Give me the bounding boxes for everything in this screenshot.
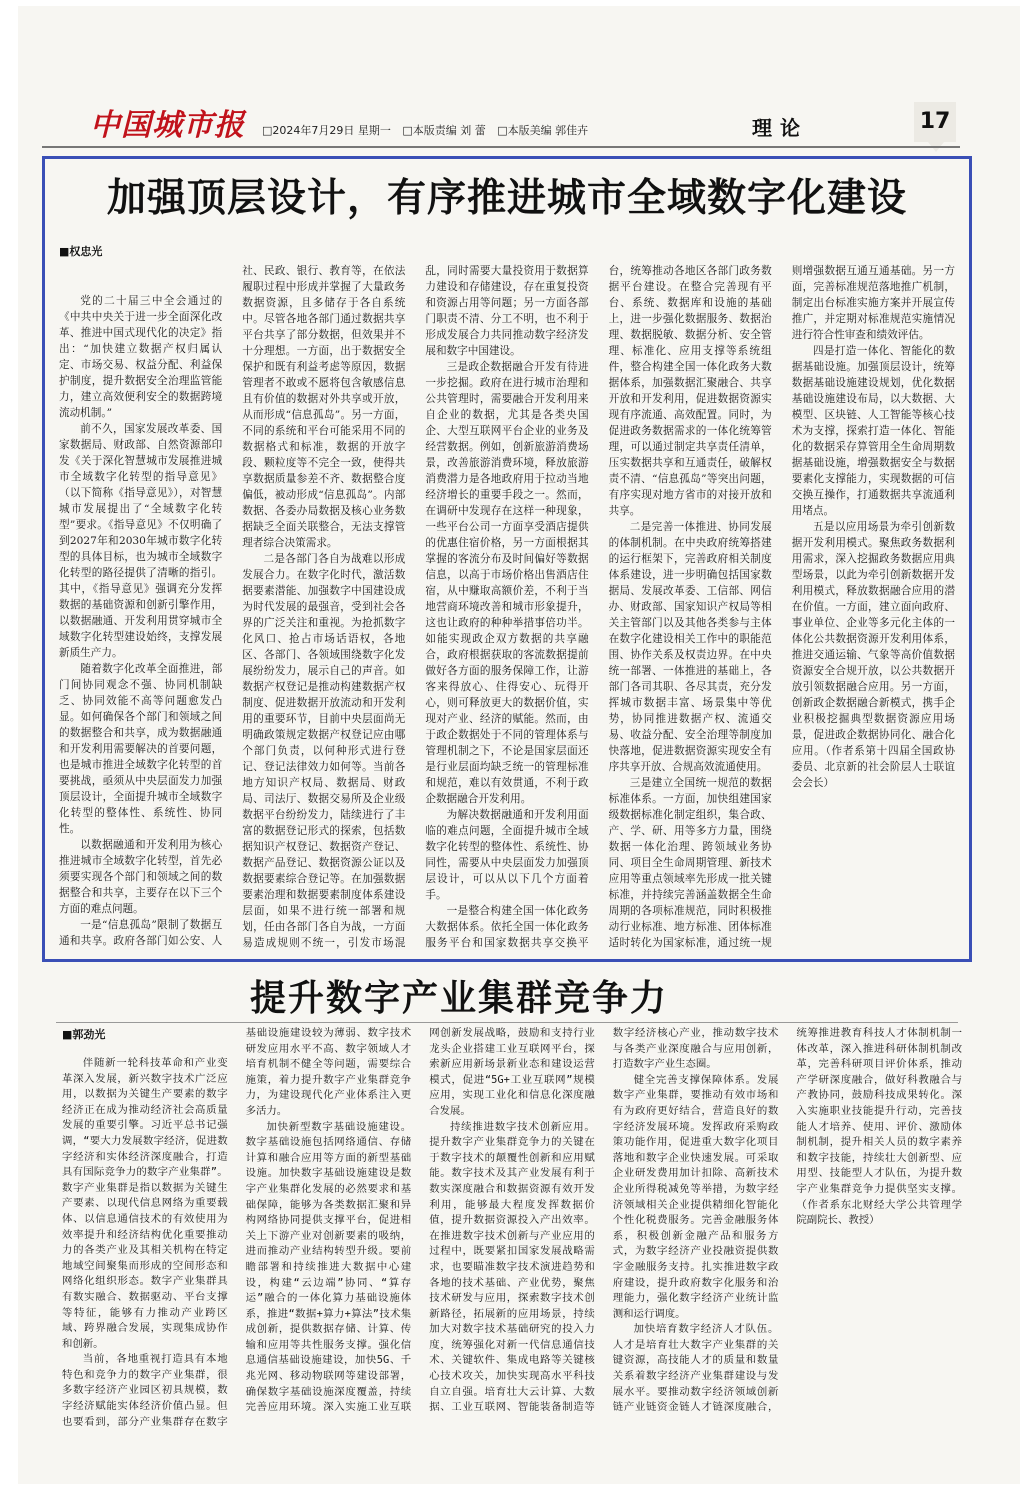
section-name: 理论 (752, 116, 808, 140)
article-2-paragraph: 健全完善支撑保障体系。发展数字产业集群，要推动有效市场和有为政府更好结合，营造良好的数字经济发展环境。发挥政府采购政策功能作用，促进重大数字化项目落地和数字企业快速发展。可采取企业研发费用加计扣除、高新技术企业所得税减免等举措，为数字经济领域相关企业提供精细化智能化个性化税费服务。完善金融服务体系，积极创新金融产品和服务方式，为数字经济产业投融资提供数字金融服务支持。扎实推进数字政府建设，提升政府数字化服务和治理能力，强化数字经济产业统计监测和运行调度。 (612, 1073, 779, 1320)
article-1-byline: ■权忠光 (59, 245, 103, 258)
article-box-1 (42, 156, 972, 962)
article-1-body (59, 263, 955, 953)
page-designer: □本版美编 郭佳卉 (497, 124, 589, 137)
page-editor: □本版责编 刘 蕾 (402, 124, 486, 137)
article-1-paragraph: 前不久，国家发展改革委、国家数据局、财政部、自然资源部印发《关于深化智慧城市发展推进城市全域数字化转型的指导意见》（以下简称《指导意见》），对智慧城市发展提出了“全域数字化转型”要求。《指导意见》不仅明确了到2027年和2030年城市数字化转型的具体目标，也为城市全域数字化转型的路径提供了清晰的指引。其中，《指导意见》强调充分发挥数据的基础资源和创新引擎作用，以数据融通、开发利用贯穿城市全域数字化转型建设始终，支撑发展新质生产力。 (59, 423, 223, 659)
article-1-paragraph: 二是各部门各自为战难以形成发展合力。在数字化时代，激活数据要素潜能、加强数字中国建设成为时代发展的最强音，受到社会各界的广泛关注和重视。为抢抓数字化风口、抢占市场话语权，各地区、各部门、各领域围绕数字化发展纷纷发力，展示自己的声音。如数据产权登记是推动构建数据产权制度、促进数据开放流动和开发利用的重要环节，目前中央层面尚无明确政策规定数据产权登记应由哪个部门负责，以何种形式进行登记、登记法律效力如何等。当前各地方知识产权局、数据局、财政局、司法厅、数据交易所及企业级数据平台纷纷发力，陆续进行了丰富的数据登记形式的探索，包括数据知识产权登记、数据资产登记、数据产品登记、数据资源公证以及数据要素综合登记等。在加强数据要素治理和数据要素制度体系建设层面，如果不进行统一部署和规划，任由各部门各自为战，一方面易造成规则不统一，引发市场混乱，同时需要大量投资用于数据算力建设和存储建设，存在重复投资和资源占用等问题；另一方面各部门职责不清、分工不明，也不利于形成发展合力共同推动数字经济发展和数字中国建设。 (242, 265, 589, 949)
page-number: 17 (914, 102, 956, 142)
article-1-headline: 加强顶层设计，有序推进城市全域数字化建设 (106, 175, 907, 221)
article-2-paragraph: 加快培育数字经济人才队伍。人才是培育壮大数字产业集群的关键资源，高技能人才的质量和数量关系着数字经济产业集群建设与发展水平。要推动数字经济领域创新链产业链资金链人才链深度融合，统筹推进教育科技人才体制机制一体改革，深入推进科研体制机制改革，完善科研项目评价体系，推动产学研深度融合，做好科教融合与产教协同，鼓励科技成果转化。深入实施职业技能提升行动，完善技能人才培养、使用、评价、激励体制机制，提升相关人员的数字素养和数字技能，持续壮大创新型、应用型、技能型人才队伍，为提升数字产业集群竞争力提供坚实支撑。（作者系东北财经大学公共管理学院副院长、教授） (612, 1027, 962, 1414)
article-2-paragraph: 当前，各地重视打造具有本地特色和竞争力的数字产业集群，很多数字经济产业园区初具规模，数字经济赋能实体经济价值凸显。但也要看到，部分产业集群存在数字基础设施建设较为薄弱、数字技术研发应用水平不高、数字领域人才培育机制不健全等问题，需要综合施策，着力提升数字产业集群竞争力，为建设现代化产业体系注入更多活力。 (62, 1027, 412, 1428)
masthead-rule (42, 146, 960, 148)
masthead (62, 96, 962, 146)
article-2-paragraph: 持续推进数字技术创新应用。提升数字产业集群竞争力的关键在于数字技术的颠覆性创新和应用赋能。数字技术及其产业发展有利于数实深度融合和数据资源有效开发利用，能够最大程度发挥数据价值，提升数据资源投入产出效率。在推进数字技术创新与产业应用的过程中，既要紧扣国家发展战略需求，也要瞄准数字技术演进趋势和各地的技术基础、产业优势，聚焦技术研发与应用，探索数字技术创新路径，拓展新的应用场景，持续加大对数字技术基础研究的投入力度，统筹强化对新一代信息通信技术、关键软件、集成电路等关键核心技术攻关，加快实现高水平科技自立自强。培育壮大云计算、大数据、工业互联网、智能装备制造等数字经济核心产业，推动数字技术与各类产业深度融合与应用创新，打造数字产业生态圈。 (429, 1027, 779, 1414)
issue-info (262, 122, 596, 138)
article-1-paragraph: 五是以应用场景为牵引创新数据开发利用模式。聚焦政务数据利用需求，深入挖掘政务数据应用典型场景，以此为牵引创新数据开发利用模式，释放数据融合应用的潜在价值。一方面，建立面向政府、事业单位、企业等多元化主体的一体化公共数据资源开发利用体系，推进交通运输、气象等高价值数据资源安全合规开放，以公共数据开放引领数据融合应用。另一方面，创新政企数据融合新模式，携手企业积极挖掘典型数据资源应用场景，促进政企数据协同化、融合化应用。（作者系第十四届全国政协委员、北京新的社会阶层人士联谊会会长） (791, 521, 955, 789)
article-2-paragraph: 加快新型数字基础设施建设。数字基础设施包括网络通信、存储计算和融合应用等方面的新型基础设施。加快数字基础设施建设是数字产业集群化发展的必然要求和基础保障，能够为各类数据汇聚和异构网络协同提供支撑平台，促进相关上下游产业对创新要素的吸纳，进而推动产业结构转型升级。要前瞻部署和持续推进大数据中心建设，构建“云边端”协同、“算存运”融合的一体化算力基础设施体系，推进“数据+算力+算法”技术集成创新，提供数据存储、计算、传输和应用等共性服务支撑。强化信息通信基础设施建设，加快5G、千兆光网、移动物联网等建设部署，确保数字基础设施深度覆盖，持续完善应用环境。深入实施工业互联网创新发展战略，鼓励和支持行业龙头企业搭建工业互联网平台，探索新应用新场景新业态和建设运营模式，促进“5G+工业互联网”规模应用，实现工业化和信息化深度融合发展。 (245, 1027, 595, 1414)
article-1-paragraph: 一是整合构建全国一体化政务大数据体系。依托全国一体化政务服务平台和国家数据共享交换平台，统筹推动各地区各部门政务数据平台建设。在整合完善现有平台、系统、数据库和设施的基础上，进一步强化数据服务、数据治理、数据脱敏、数据分析、安全管理、标准化、应用支撑等系统组件，整合构建全国一体化政务大数据体系，加强数据汇聚融合、共享开放和开发利用，促进数据资源实现有序流通、高效配置。同时，为促进政务数据需求的一体化统筹管理，可以通过制定共享责任清单，压实数据共享和互通责任，破解权责不清、“信息孤岛”等突出问题，有序实现对地方省市的对接开放和共享。 (425, 265, 772, 949)
article-1-paragraph: 三是政企数据融合开发有待进一步挖掘。政府在进行城市治理和公共管理时，需要融合开发利用来自企业的数据，尤其是各类央国企、大型互联网平台企业的业务及经营数据。例如，创新旅游消费场景，改善旅游消费环境，释放旅游消费潜力是各地政府用于拉动当地经济增长的重要手段之一。然而，在调研中发现存在这样一种现象，一些平台公司一方面享受酒店提供的优惠住宿价格，另一方面根据其掌握的客流分布及时间偏好等数据信息，以高于市场价格出售酒店住宿，从中赚取高额价差，不利于当地营商环境改善和城市形象提升，这也让政府的种种举措事倍功半。如能实现政企双方数据的共享融合，政府根据获取的客流数据提前做好各方面的服务保障工作，让游客来得放心、住得安心、玩得开心，则可释放更大的数据价值，实现对产业、经济的赋能。然而，由于政企数据处于不同的管理体系与管理机制之下，不论是国家层面还是行业层面均缺乏统一的管理标准和规范，难以有效贯通，不利于政企数据融合开发利用。 (425, 361, 589, 805)
article-2-byline: ■郭劲光 (62, 1028, 106, 1041)
article-2-body (62, 1026, 962, 1431)
newspaper-logo: 中国城市报 (90, 108, 245, 143)
issue-date: □2024年7月29日 星期一 (262, 124, 391, 137)
article-1-paragraph: 随着数字化改革全面推进，部门间协同观念不强、协同机制缺乏、协同效能不高等问题愈发凸显。如何确保各个部门和领域之间的数据整合和共享，成为数据融通和开发利用需要解决的首要问题，也是城市推进全域数字化转型的首要挑战，亟须从中央层面发力加强顶层设计，全面提升城市全域数字化转型的整体性、系统性、协同性。 (59, 663, 223, 835)
article-2-paragraph: 伴随新一轮科技革命和产业变革深入发展，新兴数字技术广泛应用，以数据为关键生产要素的数字经济正在成为推动经济社会高质量发展的重要引擎。习近平总书记强调，“要大力发展数字经济，促进数字经济和实体经济深度融合，打造具有国际竞争力的数字产业集群”。数字产业集群是指以数据为关键生产要素、以现代信息网络为重要载体、以信息通信技术的有效使用为效率提升和经济结构优化重要推动力的各类产业及其相关机构在特定地域空间聚集而形成的空间形态和网络化组织形态。数字产业集群具有数实融合、数据驱动、平台支撑等特征，能够有力推动产业跨区域、跨界融合发展，实现集成协作和创新。 (62, 1057, 228, 1350)
article-1-paragraph: 二是完善一体推进、协同发展的体制机制。在中央政府统筹搭建的运行框架下，完善政府相关制度体系建设，进一步明确包括国家数据局、发展改革委、工信部、网信办、财政部、国家知识产权局等相关主管部门以及其他各类参与主体在数字化建设相关工作中的职能范围、协作关系及权责边界。在中央统一部署、一体推进的基础上，各部门各司其职、各尽其责，充分发挥城市数据丰富、场景集中等优势，协同推进数据产权、流通交易、收益分配、安全治理等制度加快落地，促进数据资源实现安全有序共享开放、合规高效流通使用。 (608, 521, 772, 773)
article-1-paragraph: 以数据融通和开发利用为核心推进城市全域数字化转型，首先必须要实现各个部门和领域之间的数据整合和共享，主要存在以下三个方面的难点问题。 (59, 839, 223, 915)
article-2-rule (56, 1022, 958, 1023)
article-1-paragraph: 三是建立全国统一规范的数据标准体系。一方面，加快组建国家级数据标准化制定组织，集合政、产、学、研、用等多方力量，围绕数据一体化治理、跨领域业务协同、项目全生命周期管理、新技术应用等重点领域率先形成一批关键标准，并持续完善涵盖数据全生命周期的各项标准规范，同时积极推动行业标准、地方标准、团体标准适时转化为国家标准，通过统一规则增强数据互通互通基础。另一方面，完善标准规范落地推广机制，制定出台标准实施方案并开展宣传推广，并定期对标准规范实施情况进行符合性审查和绩效评估。 (608, 265, 955, 949)
article-1-paragraph: 四是打造一体化、智能化的数据基础设施。加强顶层设计，统筹数据基础设施建设规划，优化数据基础设施建设布局，以大数据、大模型、区块链、人工智能等核心技术为支撑，探索打造一体化、智能化的数据采存算管用全生命周期数据基础设施，增强数据安全与数据要素化支撑能力，实现数据的可信交换互操作，打通数据共享流通利用堵点。 (791, 345, 955, 517)
article-1-paragraph: 一是“信息孤岛”限制了数据互通和共享。政府各部门如公安、人社、民政、银行、教育等，在依法履职过程中形成并掌握了大量政务数据资源，且多储存于各自系统中。尽管各地各部门通过数据共享平台共享了部分数据，但效果并不十分理想。一方面，出于数据安全保护和既有利益考虑等原因，数据管理者不敢或不愿将包含敏感信息且有价值的数据对外共享或开放，从而形成“信息孤岛”。另一方面，不同的系统和平台可能采用不同的数据格式和标准，数据的开放字段、颗粒度等不完全一致，使得共享数据质量参差不齐、数据整合度偏低，被动形成“信息孤岛”。内部数据、各委办局数据及核心业务数据缺乏全面关联整合，无法支撑管理者综合决策需求。 (59, 265, 406, 947)
article-2-headline: 提升数字产业集群竞争力 (250, 978, 669, 1019)
article-1-paragraph: 为解决数据融通和开发利用面临的难点问题，全面提升城市全域数字化转型的整体性、系统性、协同性，需要从中央层面发力加强顶层设计，可以从以下几个方面着手。 (425, 809, 589, 901)
article-1-paragraph: 党的二十届三中全会通过的《中共中央关于进一步全面深化改革、推进中国式现代化的决定》指出：“加快建立数据产权归属认定、市场交易、权益分配、利益保护制度，提升数据安全治理监管能力，建立高效便利安全的数据跨境流动机制。” (59, 295, 223, 419)
